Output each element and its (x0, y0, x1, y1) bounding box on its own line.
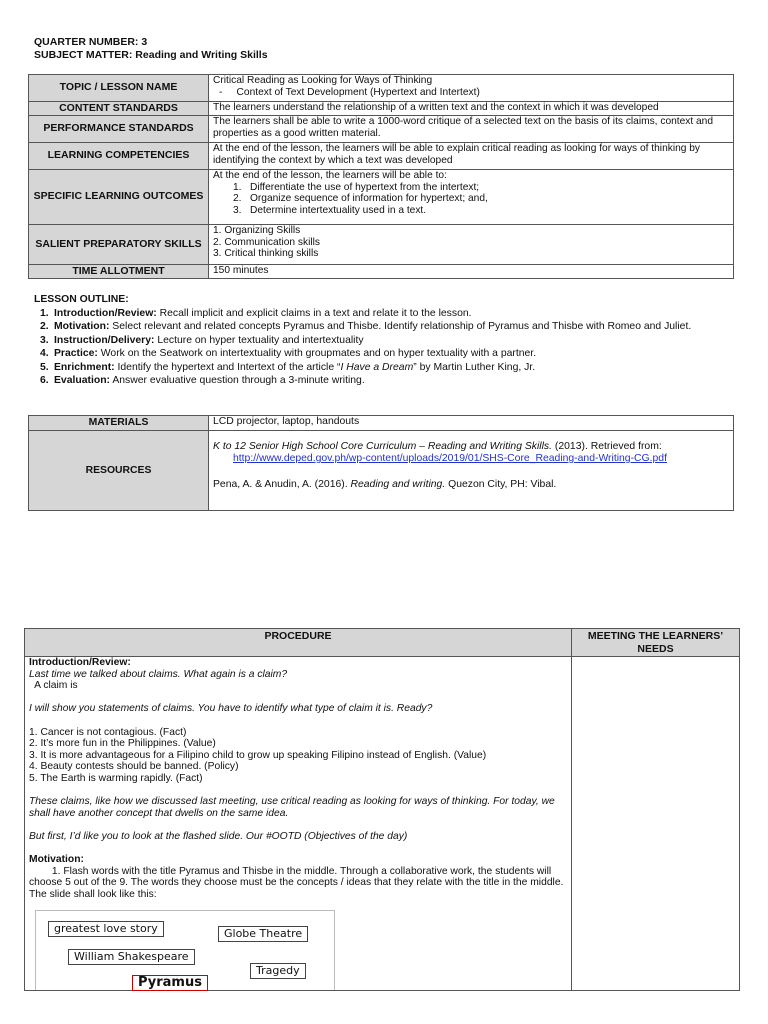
objectives-paragraph: But first, I’d like you to look at the flashed slide. Our #OOTD (Objectives of the day) (29, 830, 408, 842)
reference-authors: Pena, A. & Anudin, A. (2016). (213, 479, 351, 490)
list-item: 1. Organizing Skills (213, 225, 301, 236)
performance-standards-label: PERFORMANCE STANDARDS (29, 116, 209, 143)
subject-matter: SUBJECT MATTER: Reading and Writing Skills (34, 48, 268, 61)
performance-standards-value: The learners shall be able to write a 1000-word critique of a selected text on the basis of its claims, context and properties as a good written material. (209, 116, 734, 143)
intro-heading: Introduction/Review: (29, 657, 131, 668)
table-row (29, 102, 734, 116)
slide-word: Tragedy (250, 963, 306, 979)
list-item: 2. Communication skills (213, 236, 321, 248)
learning-outcomes-label: SPECIFIC LEARNING OUTCOMES (29, 170, 209, 225)
document-header (34, 36, 268, 61)
lesson-outline-title: LESSON OUTLINE: (34, 294, 129, 305)
reference-title: Reading and writing. (350, 479, 446, 490)
list-item: 1. Differentiate the use of hypertext from the intertext; (233, 181, 480, 193)
item-text: Work on the Seatwork on intertextuality with groupmates and on hyper textuality with a partner. (97, 348, 537, 359)
slide-preview (35, 910, 335, 990)
table-row (29, 431, 734, 511)
item-text-italic: I Have a Dream (340, 361, 414, 373)
list-item: 1. Cancer is not contagious. (Fact) (29, 726, 187, 738)
motivation-heading: Motivation: (29, 854, 84, 866)
topic-value (209, 75, 734, 102)
procedure-content (25, 657, 572, 991)
learning-competencies-value: At the end of the lesson, the learners will be able to explain critical reading as looking for ways of thinking by identifying the context by which a text was developed (209, 143, 734, 170)
procedure-header: PROCEDURE (25, 629, 572, 657)
outcomes-intro: At the end of the lesson, the learners will be able to: (213, 170, 447, 181)
materials-label: MATERIALS (29, 416, 209, 431)
table-row (29, 116, 734, 143)
item-text: Select relevant and related concepts Pyramus and Thisbe. Identify relationship of Pyramus and Thisbe with Romeo and Juliet. (109, 321, 692, 332)
reference-link[interactable]: http://www.deped.gov.ph/wp-content/uploads/2019/01/SHS-Core_Reading-and-Writing-CG.pdf (233, 453, 667, 464)
item-number: 6. (40, 375, 49, 386)
resources-label: RESOURCES (29, 431, 209, 511)
table-row (29, 75, 734, 102)
learners-needs-header: MEETING THE LEARNERS’ NEEDS (572, 629, 740, 657)
item-number: 3. (40, 334, 49, 346)
intro-question: Last time we talked about claims. What again is a claim? (29, 668, 288, 680)
table-row (29, 170, 734, 225)
list-item: 3. Critical thinking skills (213, 248, 319, 260)
list-item (40, 334, 739, 348)
learners-needs-content (572, 657, 740, 991)
item-text: Answer evaluative question through a 3-minute writing. (110, 375, 365, 386)
table-row (29, 143, 734, 170)
list-item (40, 320, 739, 334)
item-label: Evaluation: (54, 375, 111, 386)
quarter-number: QUARTER NUMBER: 3 (34, 36, 148, 48)
claims-prompt: I will show you statements of claims. You have to identify what type of claim it is. Ready? (29, 703, 433, 715)
lesson-outline (34, 293, 739, 388)
materials-value: LCD projector, laptop, handouts (209, 416, 734, 431)
time-allotment-value: 150 minutes (209, 265, 734, 279)
list-item: 4. Beauty contests should be banned. (Policy) (29, 761, 239, 773)
reference-1 (213, 441, 729, 453)
item-label: Instruction/Delivery: (54, 334, 155, 346)
item-number: 4. (40, 348, 49, 359)
reference-detail: (2013). Retrieved from: (552, 441, 662, 452)
slide-word: Globe Theatre (218, 926, 308, 942)
list-item: 2. Organize sequence of information for hypertext; and, (233, 193, 488, 205)
learning-competencies-label: LEARNING COMPETENCIES (29, 143, 209, 170)
slide-title-word: Pyramus (132, 975, 208, 991)
item-label: Enrichment: (54, 361, 115, 373)
lesson-outline-list (34, 307, 739, 388)
item-text-after: ” by Martin Luther King, Jr. (413, 361, 536, 373)
table-header-row (25, 629, 740, 657)
table-row (29, 265, 734, 279)
reference-title: K to 12 Senior High School Core Curriculum – Reading and Writing Skills. (213, 441, 553, 452)
list-item: 3. It is more advantageous for a Filipino child to grow up speaking Filipino instead of English. (Value) (29, 749, 487, 761)
list-item: 2. It’s more fun in the Philippines. (Value) (29, 738, 216, 750)
item-number: 5. (40, 361, 49, 373)
list-item (40, 307, 739, 321)
item-text: Lecture on hyper textuality and intertextuality (154, 334, 364, 346)
topic-line: Critical Reading as Looking for Ways of Thinking (213, 75, 433, 86)
content-standards-value: The learners understand the relationship of a written text and the context in which it was developed (209, 102, 734, 116)
list-item (40, 347, 739, 361)
slide-word: greatest love story (48, 921, 164, 937)
list-item: 5. The Earth is warming rapidly. (Fact) (29, 772, 203, 784)
item-number: 1. (40, 307, 49, 319)
reference-2 (213, 479, 729, 491)
item-text: Recall implicit and explicit claims in a text and relate it to the lesson. (156, 307, 472, 319)
preparatory-skills-value (209, 225, 734, 265)
topic-label: TOPIC / LESSON NAME (29, 75, 209, 102)
materials-table (28, 415, 734, 511)
table-row (25, 657, 740, 991)
item-number: 2. (40, 321, 49, 332)
resources-value (209, 431, 734, 511)
preparatory-skills-label: SALIENT PREPARATORY SKILLS (29, 225, 209, 265)
item-label: Introduction/Review: (54, 307, 157, 319)
content-standards-label: CONTENT STANDARDS (29, 102, 209, 116)
slide-word: William Shakespeare (68, 949, 195, 965)
procedure-table (24, 628, 740, 991)
item-label: Motivation: (54, 321, 110, 332)
claims-paragraph: These claims, like how we discussed last meeting, use critical reading as looking for ways of thinking. For today, we shall have another concept that dwells on the same idea. (29, 796, 555, 819)
list-item (40, 374, 739, 388)
lesson-info-table (28, 74, 734, 279)
table-row (29, 225, 734, 265)
intro-answer: A claim is (29, 680, 78, 692)
learning-outcomes-value (209, 170, 734, 225)
reference-link-row (213, 453, 729, 465)
table-row (29, 416, 734, 431)
reference-publisher: Quezon City, PH: Vibal. (445, 479, 557, 490)
item-label: Practice: (54, 348, 98, 359)
time-allotment-label: TIME ALLOTMENT (29, 265, 209, 279)
motivation-text: 1. Flash words with the title Pyramus and Thisbe in the middle. Through a collaborative work, the students will choose 5 out of the 9. The words they choose must be the concepts / ideas that they relate with the title in the middle. The slide shall look like this: (29, 865, 567, 900)
list-item: 3. Determine intertextuality used in a text. (233, 204, 427, 216)
topic-subline: - Context of Text Development (Hypertext and Intertext) (219, 86, 480, 98)
list-item (40, 361, 739, 375)
item-text: Identify the hypertext and Intertext of the article “ (114, 361, 341, 373)
